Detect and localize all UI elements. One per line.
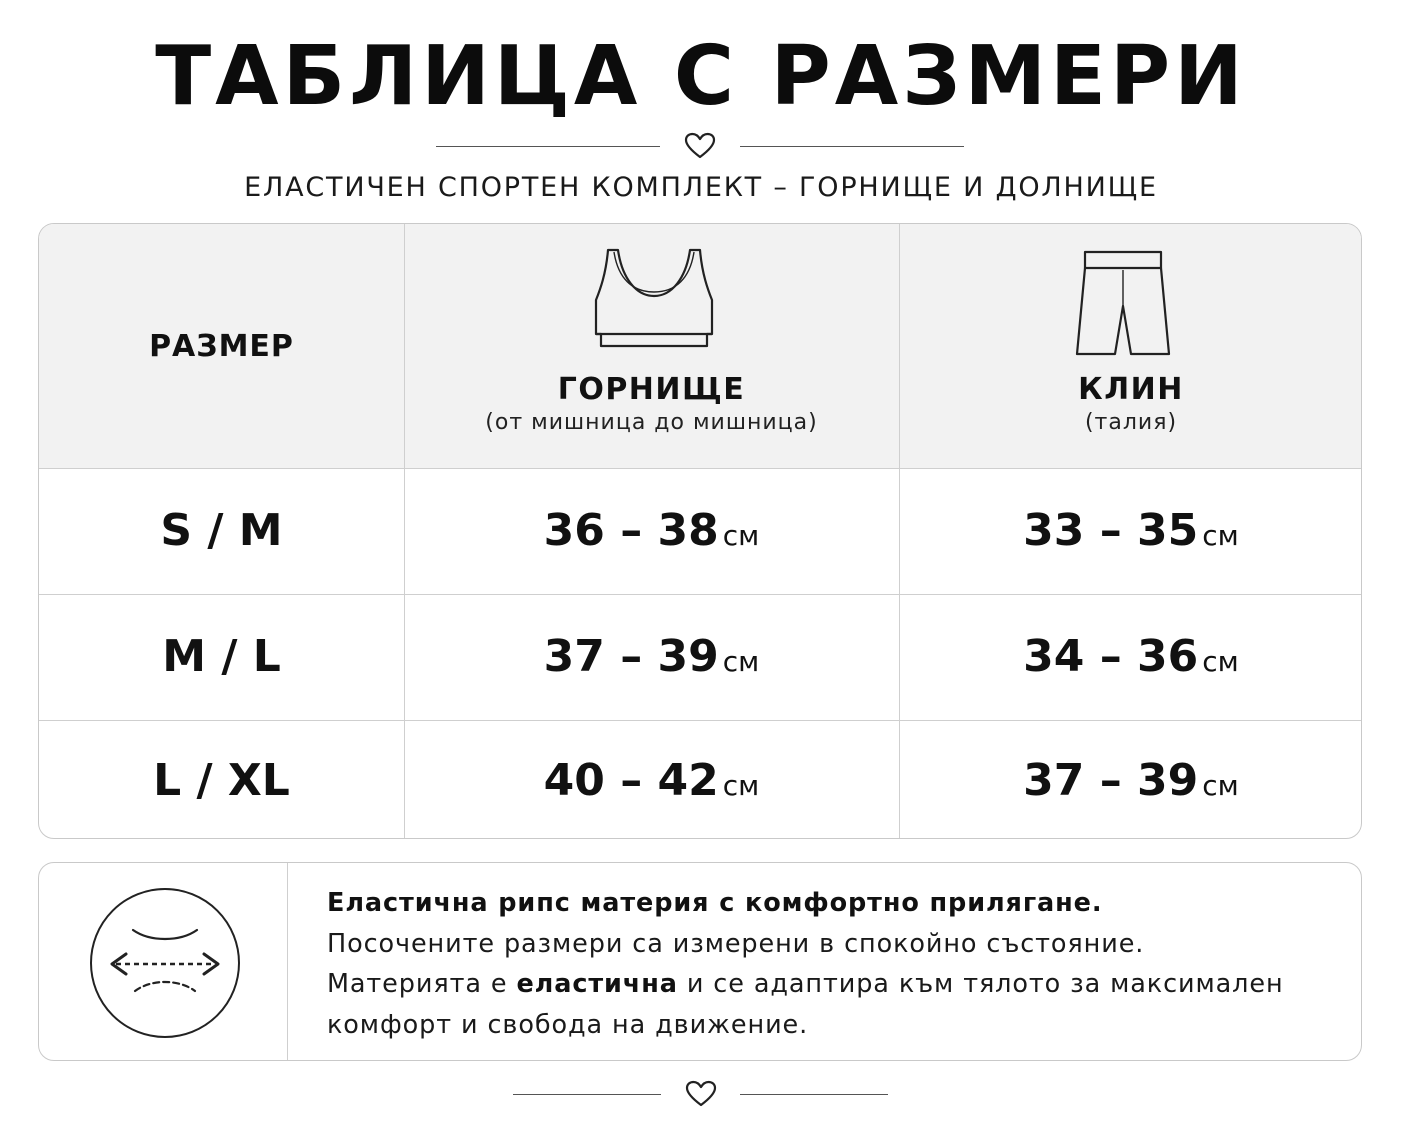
measure-unit: см (722, 519, 760, 552)
fabric-note-box (38, 862, 1362, 1061)
bottom-divider-left (513, 1094, 661, 1095)
size-column-header: РАЗМЕР (149, 329, 294, 364)
measure-value: 37 – 39 (1023, 755, 1199, 806)
leggings-shorts-icon (1071, 248, 1175, 360)
bottom-measure-cell (899, 501, 1362, 566)
top-measure-cell (404, 501, 899, 566)
note-headline: Еластична рипс материя с комфортно прилягане. (327, 888, 1103, 918)
measure-value: 40 – 42 (543, 755, 719, 806)
measure-unit: см (1202, 645, 1239, 678)
note-line: комфорт и свобода на движение. (327, 1009, 809, 1040)
size-cell: L / XL (153, 755, 290, 806)
top-divider-right (740, 146, 964, 147)
note-emphasis: еластична (516, 969, 678, 999)
bottom-column-header (899, 372, 1362, 438)
top-divider-left (436, 146, 660, 147)
bottom-measure-cell (899, 751, 1362, 816)
heart-icon (684, 132, 716, 160)
measure-value: 33 – 35 (1023, 505, 1199, 556)
stretch-fabric-icon (88, 886, 242, 1040)
note-fragment: и се адаптира към тялото за максимален (677, 969, 1284, 999)
bottom-header-name: КЛИН (1078, 372, 1184, 407)
sports-bra-icon (592, 244, 716, 352)
row-divider (39, 594, 1361, 595)
measure-value: 36 – 38 (543, 505, 719, 556)
top-header-note: (от мишница до мишница) (485, 410, 818, 435)
note-divider (287, 863, 288, 1060)
bottom-divider-right (740, 1094, 888, 1095)
bottom-measure-cell (899, 627, 1362, 692)
note-fragment: Материята е (327, 969, 517, 999)
row-divider (39, 720, 1361, 721)
size-table (38, 223, 1362, 839)
top-column-header (404, 372, 899, 438)
top-measure-cell (404, 751, 899, 816)
note-line: Посочените размери са измерени в спокойно състояние. (327, 928, 1145, 959)
measure-unit: см (1202, 519, 1239, 552)
page-title: ТАБЛИЦА С РАЗМЕРИ (155, 29, 1247, 124)
size-cell: S / M (160, 505, 283, 556)
note-line (327, 964, 1337, 1005)
heart-icon (685, 1080, 717, 1108)
top-measure-cell (404, 627, 899, 692)
measure-unit: см (722, 645, 760, 678)
measure-unit: см (1202, 769, 1239, 802)
bottom-header-note: (талия) (1084, 410, 1178, 435)
note-text (327, 883, 1337, 1045)
measure-value: 34 – 36 (1023, 631, 1199, 682)
measure-value: 37 – 39 (543, 631, 719, 682)
subtitle: ЕЛАСТИЧЕН СПОРТЕН КОМПЛЕКТ – ГОРНИЩЕ И ДОЛНИЩЕ (244, 172, 1158, 203)
top-header-name: ГОРНИЩЕ (557, 372, 746, 407)
row-divider (39, 468, 1361, 469)
size-cell: M / L (162, 631, 281, 682)
measure-unit: см (722, 769, 760, 802)
